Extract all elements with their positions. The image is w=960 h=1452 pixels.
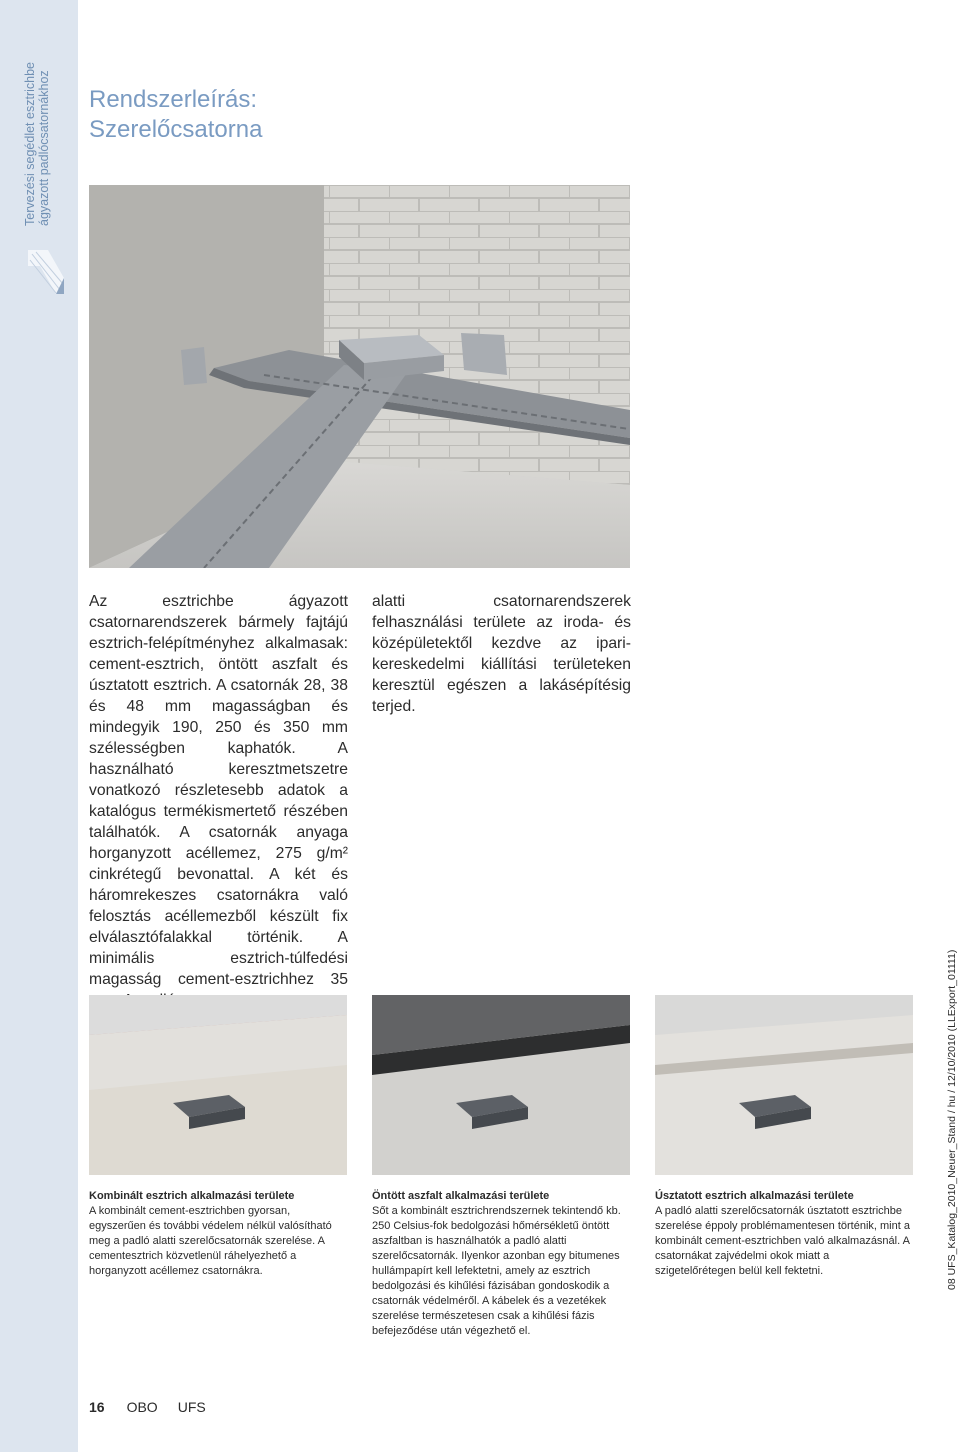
body-text-left: Az esztrichbe ágyazott csatornarendszerek bármely fajtájú esztrich-felépítményhez alkalmasak: cement-esztrich, öntött aszfalt és úsztatott esztrich. A csatornák 28, 38 és 48 mm magasságban és mindegyik 190, 250 és 350 mm szélességben kaphatók. A használható keresztmetszetre vonatkozó részletesebb adatok a katalógus termékismertető részében találhatók. A csatornák anyaga horganyzott acéllemez, 275 g/m² cinkrétegű bevonattal. A két és háromrekeszes csatornákra való felosztás acéllemezből készült fix elválasztófalakkal történik. A minimális esztrich-túlfedési magasság cement-esztrichhez 35	[89, 593, 348, 988]
caption-title: Öntött aszfalt alkalmazási területe	[372, 1190, 550, 1202]
caption-mastic-asphalt	[372, 1189, 628, 1339]
sidebar	[0, 0, 78, 1452]
page-number: 16	[89, 1399, 105, 1415]
channel-logo-icon	[26, 248, 66, 296]
combined-screed-photo	[89, 995, 347, 1175]
floating-screed-photo	[655, 995, 913, 1175]
caption-body: A padló alatti szerelőcsatornák úsztatott esztrichbe szerelése éppoly problémamentesen történik, mint a kombinált cement-esztrichben való alkalmazásnál. A csatornákat zajvédelmi okok miatt a szigetelőrétegen belül kell fektetni.	[655, 1205, 910, 1277]
hero-photo	[89, 185, 630, 568]
caption-body: Sőt a kombinált esztrichrendszernek tekintendő kb. 250 Celsius-fok bedolgozási hőmérsékletű öntött aszfaltban is használhatók a padló alatti szerelőcsatornák. Ilyenkor azonban egy bitumenes hullámpapírt kell lefektetni, amely az esztrich bedolgozási és kihűlési fázisában gondoskodik a csatornák védelméről. A kábelek és a vezetékek szerelése természetesen csak a kihűlési fázis befejeződése után végezhető el.	[372, 1205, 621, 1337]
sidebar-line-2: ágyazott padlócsatornákhoz	[37, 70, 51, 226]
catalog-code: 08 UFS_Katalog_2010_Neuer_Stand / hu / 12/10/2010 (LLExport_01111)	[946, 949, 958, 1290]
sidebar-line-1: Tervezési segédlet esztrichbe	[23, 62, 37, 226]
body-text-right: alatti csatornarendszerek felhasználási területe az iroda- és középületektől kezdve az ipari-kereskedelmi kiállítási területeken keresztül egészen a lakásépítésig terjed.	[372, 593, 631, 715]
page-footer	[89, 1398, 206, 1416]
caption-title: Kombinált esztrich alkalmazási területe	[89, 1190, 295, 1202]
caption-body: A kombinált cement-esztrichben gyorsan, egyszerűen és további védelem nélkül valósítható meg a padló alatti szerelőcsatornák szerelése. A cementesztrich közvetlenül ráhelyezhető a horganyzott acéllemez csatornákra.	[89, 1205, 332, 1277]
mastic-asphalt-photo	[372, 995, 630, 1175]
sidebar-heading	[23, 56, 63, 226]
page-title-line-1: Rendszerleírás:	[89, 86, 258, 113]
page-title-line-2: Szerelőcsatorna	[89, 116, 263, 143]
product-name: UFS	[177, 1399, 206, 1415]
caption-combined-screed	[89, 1189, 345, 1279]
caption-floating-screed	[655, 1189, 911, 1279]
caption-title: Úsztatott esztrich alkalmazási területe	[655, 1190, 854, 1202]
brand-name: OBO	[126, 1399, 158, 1415]
page-title	[89, 85, 262, 145]
